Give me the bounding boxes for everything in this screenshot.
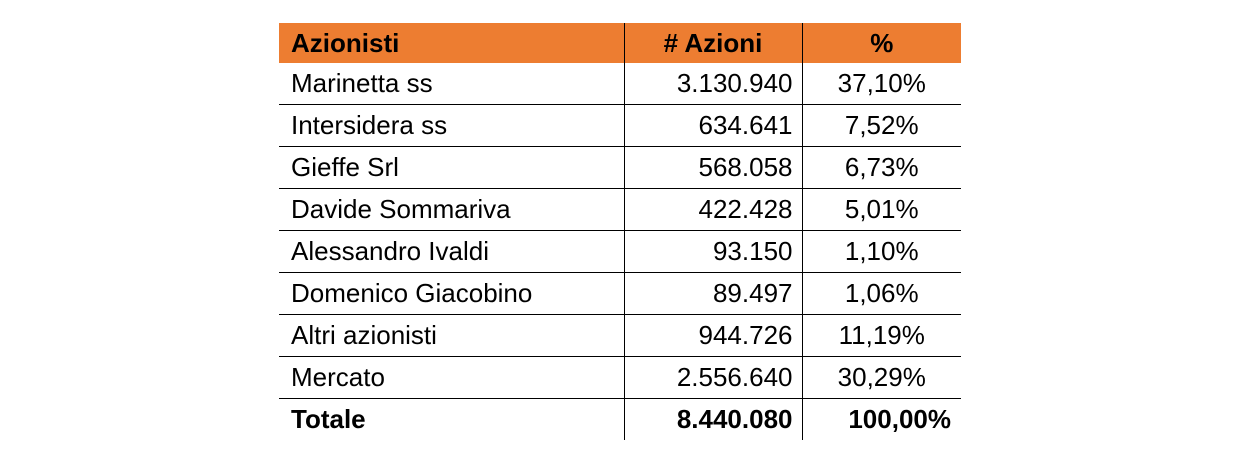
share-count: 568.058	[624, 147, 802, 189]
share-percent: 11,19%	[802, 315, 961, 357]
share-percent: 1,10%	[802, 231, 961, 273]
total-label: Totale	[291, 404, 366, 434]
share-count: 2.556.640	[624, 357, 802, 399]
header-shareholders: Azionisti	[279, 23, 624, 63]
table-row	[279, 189, 961, 231]
table-row	[279, 231, 961, 273]
share-count: 422.428	[624, 189, 802, 231]
share-count: 89.497	[624, 273, 802, 315]
table-row	[279, 315, 961, 357]
share-percent: 1,06%	[802, 273, 961, 315]
header-row	[279, 23, 961, 63]
shareholder-name: Davide Sommariva	[279, 189, 624, 231]
shareholder-name: Mercato	[279, 357, 624, 399]
shareholder-name: Domenico Giacobino	[279, 273, 624, 315]
table-row	[279, 147, 961, 189]
share-percent: 37,10%	[802, 63, 961, 105]
total-shares: 8.440.080	[624, 399, 802, 441]
shareholders-table	[279, 23, 961, 440]
table-body	[279, 63, 961, 440]
share-percent: 7,52%	[802, 105, 961, 147]
table-row	[279, 357, 961, 399]
header-shares: # Azioni	[624, 23, 802, 63]
table-row	[279, 63, 961, 105]
shareholder-name: Gieffe Srl	[279, 147, 624, 189]
total-percent: 100,00%	[802, 399, 961, 441]
share-count: 944.726	[624, 315, 802, 357]
shareholder-name: Marinetta ss	[279, 63, 624, 105]
total-row	[279, 399, 961, 441]
share-count: 93.150	[624, 231, 802, 273]
table-row	[279, 105, 961, 147]
share-count: 634.641	[624, 105, 802, 147]
share-percent: 5,01%	[802, 189, 961, 231]
shareholder-name: Alessandro Ivaldi	[279, 231, 624, 273]
share-count: 3.130.940	[624, 63, 802, 105]
table-header	[279, 23, 961, 63]
shareholder-name: Intersidera ss	[279, 105, 624, 147]
shareholder-name: Altri azionisti	[279, 315, 624, 357]
share-percent: 6,73%	[802, 147, 961, 189]
table-row	[279, 273, 961, 315]
header-percent: %	[802, 23, 961, 63]
share-percent: 30,29%	[802, 357, 961, 399]
